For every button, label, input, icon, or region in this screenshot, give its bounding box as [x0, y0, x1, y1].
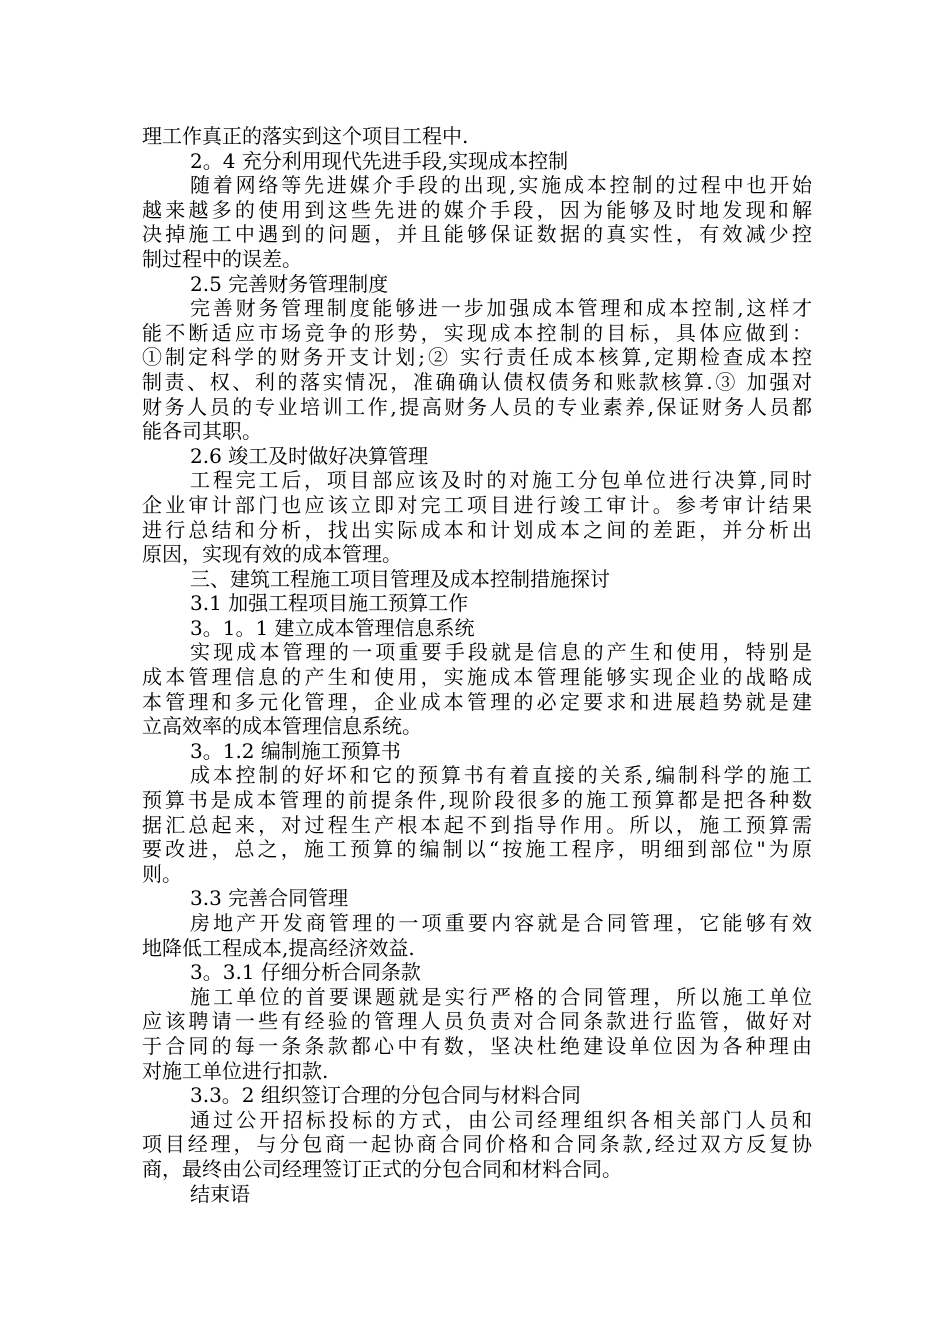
paragraph-line: 立高效率的成本管理信息系统。	[142, 714, 422, 739]
paragraph-line: ①制定科学的财务开支计划;② 实行责任成本核算,定期检查成本控	[142, 345, 812, 370]
section-heading-line: 3。3.1 仔细分析合同条款	[190, 960, 421, 985]
paragraph-line: 应该聘请一些有经验的管理人员负责对合同条款进行监管，做好对	[142, 1009, 812, 1034]
paragraph-line: 对施工单位进行扣款.	[142, 1058, 329, 1083]
paragraph-line: 施工单位的首要课题就是实行严格的合同管理，所以施工单位	[190, 984, 812, 1009]
paragraph-line: 工程完工后，项目部应该及时的对施工分包单位进行决算,同时	[190, 468, 812, 493]
paragraph-line: 地降低工程成本,提高经济效益.	[142, 935, 415, 960]
paragraph-line: 成本控制的好坏和它的预算书有着直接的关系,编制科学的施工	[190, 763, 812, 788]
section-heading-line: 三、建筑工程施工项目管理及成本控制措施探讨	[190, 566, 610, 591]
paragraph-line: 商，最终由公司经理签订正式的分包合同和材料合同。	[142, 1156, 622, 1181]
paragraph-line: 项目经理，与分包商一起协商合同价格和合同条款,经过双方反复协	[142, 1132, 812, 1157]
section-heading-line: 结束语	[190, 1181, 250, 1206]
paragraph-line: 完善财务管理制度能够进一步加强成本管理和成本控制,这样才	[190, 296, 812, 321]
paragraph-line: 企业审计部门也应该立即对完工项目进行竣工审计。参考审计结果	[142, 492, 812, 517]
paragraph-line: 财务人员的专业培训工作,提高财务人员的专业素养,保证财务人员都	[142, 394, 812, 419]
paragraph-line: 要改进，总之，施工预算的编制以“按施工程序，明细到部位"为原	[142, 837, 812, 862]
paragraph-line: 实现成本管理的一项重要手段就是信息的产生和使用，特别是	[190, 640, 812, 665]
paragraph-line: 进行总结和分析，找出实际成本和计划成本之间的差距，并分析出	[142, 517, 812, 542]
section-heading-line: 3。1。1 建立成本管理信息系统	[190, 615, 475, 640]
paragraph-line: 能不断适应市场竞争的形势，实现成本控制的目标，具体应做到：	[142, 320, 812, 345]
paragraph-line: 预算书是成本管理的前提条件,现阶段很多的施工预算都是把各种数	[142, 788, 812, 813]
paragraph-line: 通过公开招标投标的方式，由公司经理组织各相关部门人员和	[190, 1107, 812, 1132]
section-heading-line: 3。1.2 编制施工预算书	[190, 738, 401, 763]
section-heading-line: 2。4 充分利用现代先进手段,实现成本控制	[190, 148, 569, 173]
paragraph-line: 于合同的每一条条款都心中有数，坚决杜绝建设单位因为各种理由	[142, 1033, 812, 1058]
paragraph-line: 制过程中的误差。	[142, 246, 302, 271]
section-heading-line: 3.3。2 组织签订合理的分包合同与材料合同	[190, 1083, 581, 1108]
section-heading-line: 3.3 完善合同管理	[190, 886, 349, 911]
paragraph-line: 能各司其职。	[142, 419, 262, 444]
paragraph-line: 理工作真正的落实到这个项目工程中.	[142, 124, 469, 148]
document-body	[142, 124, 812, 1206]
paragraph-line: 原因，实现有效的成本管理。	[142, 542, 402, 567]
paragraph-line: 本管理和多元化管理，企业成本管理的必定要求和进展趋势就是建	[142, 689, 812, 714]
section-heading-line: 2.5 完善财务管理制度	[190, 271, 389, 296]
section-heading-line: 3.1 加强工程项目施工预算工作	[190, 591, 469, 616]
paragraph-line: 成本管理信息的产生和使用，实施成本管理能够实现企业的战略成	[142, 665, 812, 690]
paragraph-line: 越来越多的使用到这些先进的媒介手段，因为能够及时地发现和解	[142, 197, 812, 222]
paragraph-line: 决掉施工中遇到的问题，并且能够保证数据的真实性，有效减少控	[142, 222, 812, 247]
paragraph-line: 房地产开发商管理的一项重要内容就是合同管理，它能够有效	[190, 911, 812, 935]
paragraph-line: 随着网络等先进媒介手段的出现,实施成本控制的过程中也开始	[190, 173, 812, 198]
paragraph-line: 据汇总起来，对过程生产根本起不到指导作用。所以，施工预算需	[142, 812, 812, 837]
section-heading-line: 2.6 竣工及时做好决算管理	[190, 443, 429, 468]
paragraph-line: 制责、权、利的落实情况，准确确认债权债务和账款核算.③ 加强对	[142, 369, 812, 394]
paragraph-line: 则。	[142, 861, 182, 886]
